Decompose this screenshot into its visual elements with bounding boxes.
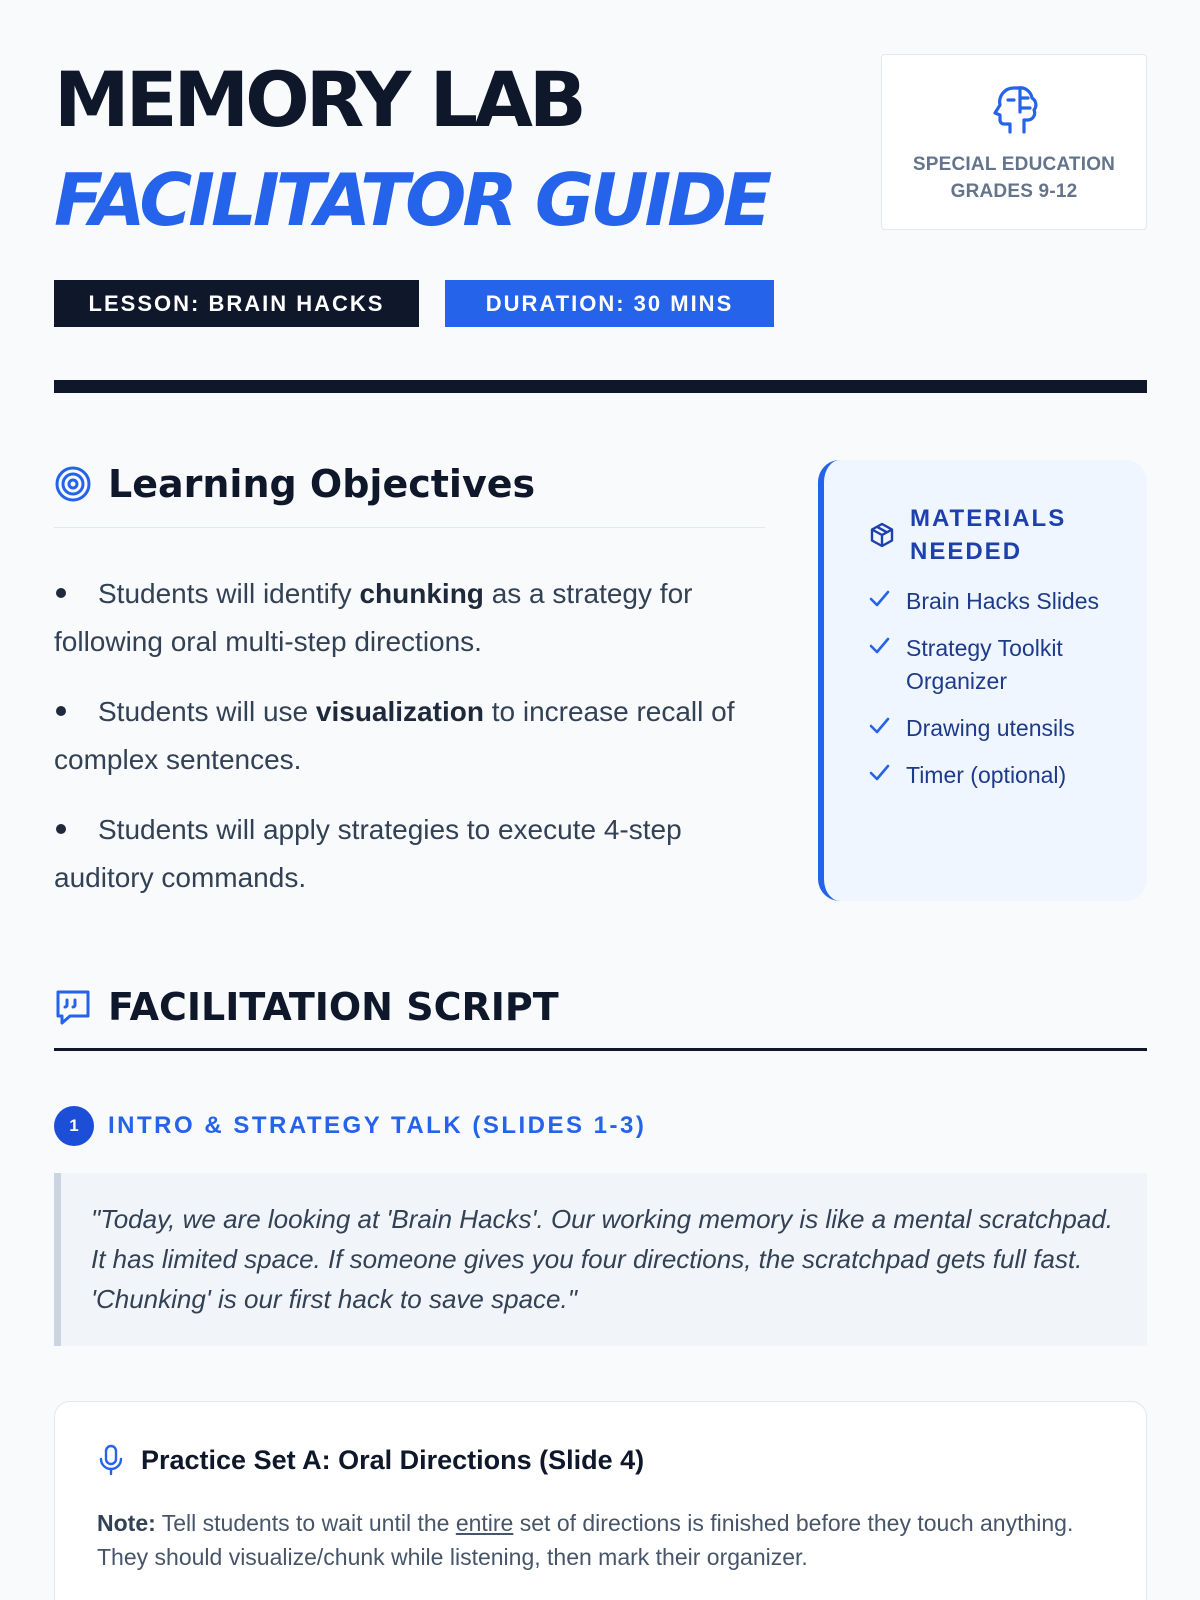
microphone-icon [97,1444,125,1476]
material-label: Timer (optional) [906,762,1067,788]
script-quote: "Today, we are looking at 'Brain Hacks'. Our working memory is like a mental scratchpad. It has limited space. If someone gives you four directions, the scratchpad gets full fast. 'Chunking' is our first hack to save space." [54,1173,1147,1346]
step-header [54,1106,646,1146]
practice-note [97,1506,1097,1574]
note-emphasis: entire [455,1510,514,1536]
header-divider [54,380,1147,393]
audience-badge-text [882,151,1146,205]
practice-title: Practice Set A: Oral Directions (Slide 4) [141,1444,645,1475]
quote-bubble-icon [54,988,92,1026]
target-icon [54,465,92,503]
brain-icon [990,82,1042,136]
check-icon [868,715,890,737]
objective-text: Students will use [98,696,316,727]
objective-item [54,570,765,666]
materials-heading [868,502,1066,568]
materials-title [910,502,1066,568]
objective-item [54,806,765,902]
objectives-list [54,570,765,924]
box-icon [868,521,896,549]
check-icon [868,762,890,784]
note-text: set of directions is finished before they touch anything. They should visualize/chunk while listening, then mark their organizer. [97,1510,1074,1570]
material-label: Drawing utensils [906,715,1075,741]
audience-badge [881,54,1147,230]
materials-panel [818,460,1147,901]
practice-card [54,1401,1147,1600]
objective-keyword: chunking [359,578,484,609]
material-item [868,585,1118,618]
lesson-pill: LESSON: BRAIN HACKS [54,280,419,327]
check-icon [868,588,890,610]
material-item [868,632,1118,698]
objective-text: Students will apply strategies to execute 4-step auditory commands. [54,814,682,893]
script-heading [54,985,559,1029]
objective-text: to increase recall of complex sentences. [54,696,735,775]
objectives-divider [54,527,765,528]
note-text: Tell students to wait until the [155,1510,456,1536]
material-item [868,759,1118,792]
objective-keyword: visualization [315,696,484,727]
title-line-1: MEMORY LAB [54,55,583,144]
objectives-heading [54,462,535,506]
objective-text: Students will identify [98,578,360,609]
step-label: INTRO & STRATEGY TALK (SLIDES 1-3) [108,1112,647,1139]
material-label: Brain Hacks Slides [906,588,1100,614]
material-label: Strategy Toolkit Organizer [906,635,1063,694]
script-title: FACILITATION SCRIPT [108,985,559,1029]
material-item [868,712,1118,745]
objective-text: as a strategy for following oral multi-step directions. [54,578,693,657]
script-divider [54,1048,1147,1051]
step-number-badge: 1 [54,1106,94,1146]
practice-heading [97,1444,644,1476]
materials-list [868,585,1118,806]
materials-title-line-2: NEEDED [910,538,1023,565]
bullet-dot [56,706,66,716]
bullet-dot [56,588,66,598]
bullet-dot [56,824,66,834]
check-icon [868,635,890,657]
note-label: Note: [97,1510,156,1536]
duration-pill: DURATION: 30 MINS [445,280,774,327]
badge-line-1: SPECIAL EDUCATION [912,154,1116,175]
title-line-2: FACILITATOR GUIDE [54,158,769,242]
objectives-title: Learning Objectives [108,462,536,506]
badge-line-2: GRADES 9-12 [950,181,1078,202]
materials-title-line-1: MATERIALS [910,505,1067,532]
objective-item [54,688,765,784]
